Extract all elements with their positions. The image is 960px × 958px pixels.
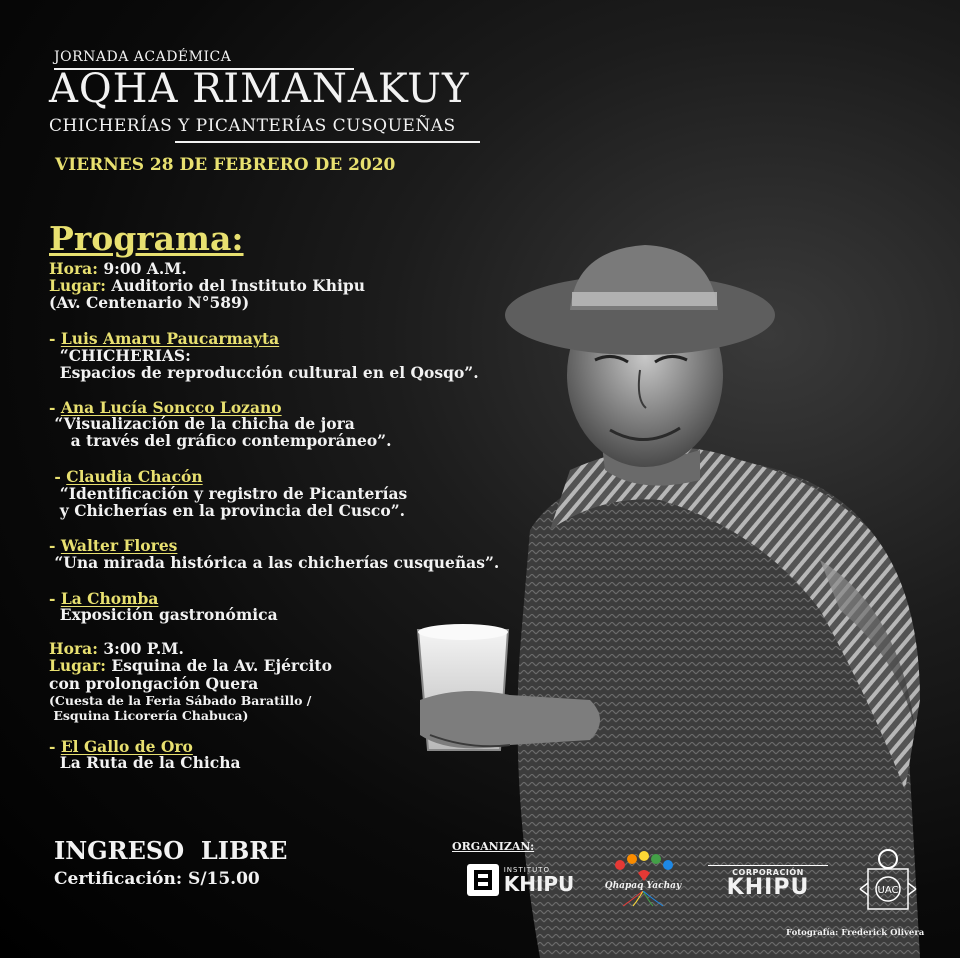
speaker-name: Luis Amaru Paucarmayta	[60, 329, 280, 348]
bullet-dash: -	[49, 398, 61, 417]
talk-1-line-2: Espacios de reproducción cultural en el Qosqo”.	[49, 363, 479, 382]
threads-icon	[618, 891, 668, 907]
organizers-label: ORGANIZAN:	[452, 840, 535, 853]
session2-venue	[49, 657, 332, 674]
logo-line	[708, 865, 828, 866]
uac-seal-icon	[854, 845, 922, 917]
final-talk-line-1: La Ruta de la Chicha	[49, 753, 241, 772]
talk-3-line-1: “Identificación y registro de Picanterías	[49, 484, 408, 503]
lugar-value: Esquina de la Av. Ejército	[111, 656, 332, 675]
speaker-name: La Chomba	[60, 589, 159, 608]
session2-note-1: (Cuesta de la Feria Sábado Baratillo /	[49, 693, 312, 708]
speaker-name: El Gallo de Oro	[60, 737, 193, 756]
lugar-label: Lugar:	[49, 276, 106, 295]
bullet-dash: -	[49, 467, 67, 486]
hora-value: 3:00 P.M.	[103, 639, 184, 658]
event-type-label: JORNADA ACADÉMICA	[54, 49, 232, 65]
lugar-value: Auditorio del Instituto Khipu	[111, 276, 365, 295]
certification-price: Certificación: S/15.00	[54, 869, 260, 889]
talk-1-line-1: “CHICHERIAS:	[49, 346, 191, 365]
session2-note-2: Esquina Licorería Chabuca)	[49, 708, 249, 723]
logo-small-text: CORPORACIÓN	[732, 868, 804, 877]
speaker-name: Walter Flores	[60, 536, 178, 555]
logo-text: Qhapaq Yachay	[604, 881, 682, 891]
bullet-dash: -	[49, 329, 61, 348]
people-circle-icon	[608, 851, 678, 881]
speaker-name: Claudia Chacón	[66, 467, 203, 486]
event-subtitle: CHICHERÍAS Y PICANTERÍAS CUSQUEÑAS	[49, 116, 456, 136]
logo-big-text: KHIPU	[503, 871, 575, 896]
bullet-dash: -	[49, 589, 61, 608]
subtitle-underline	[175, 141, 480, 143]
instituto-khipu-logo	[455, 860, 585, 900]
bullet-dash: -	[49, 737, 61, 756]
talk-3-line-2: y Chicherías en la provincia del Cusco”.	[49, 501, 406, 520]
logo-small-text: INSTITUTO	[503, 865, 550, 874]
session2-time	[49, 640, 184, 657]
talk-4-line-1: “Una mirada histórica a las chicherías cusqueñas”.	[49, 553, 500, 572]
event-date: VIERNES 28 DE FEBRERO DE 2020	[55, 155, 396, 175]
session1-address: (Av. Centenario N°589)	[49, 293, 250, 312]
hora-label: Hora:	[49, 639, 98, 658]
session1-time	[49, 260, 187, 277]
corporacion-khipu-logo	[703, 860, 833, 904]
talk-2-line-1: “Visualización de la chicha de jora	[49, 414, 355, 433]
khipu-film-icon	[466, 863, 500, 897]
hora-label: Hora:	[49, 259, 98, 278]
event-title: AQHA RIMANAKUY	[49, 66, 470, 112]
session2-venue-line2: con prolongación Quera	[49, 674, 259, 693]
speaker-name: Ana Lucía Soncco Lozano	[60, 398, 282, 417]
photo-credit: Fotografía: Frederick Olivera	[786, 928, 925, 938]
talk-5-line-1: Exposición gastronómica	[49, 605, 278, 624]
uac-seal-logo	[852, 843, 924, 919]
hora-value: 9:00 A.M.	[103, 259, 187, 278]
seal-text: UAC	[877, 885, 899, 896]
program-heading: Programa:	[49, 219, 244, 258]
qhapaq-yachay-logo	[598, 843, 688, 915]
bullet-dash: -	[49, 536, 61, 555]
logo-big-text: KHIPU	[726, 875, 810, 900]
lugar-label: Lugar:	[49, 656, 106, 675]
free-entry-label: INGRESO LIBRE	[54, 836, 288, 865]
session1-venue	[49, 277, 365, 294]
talk-2-line-2: a través del gráfico contemporáneo”.	[49, 431, 392, 450]
